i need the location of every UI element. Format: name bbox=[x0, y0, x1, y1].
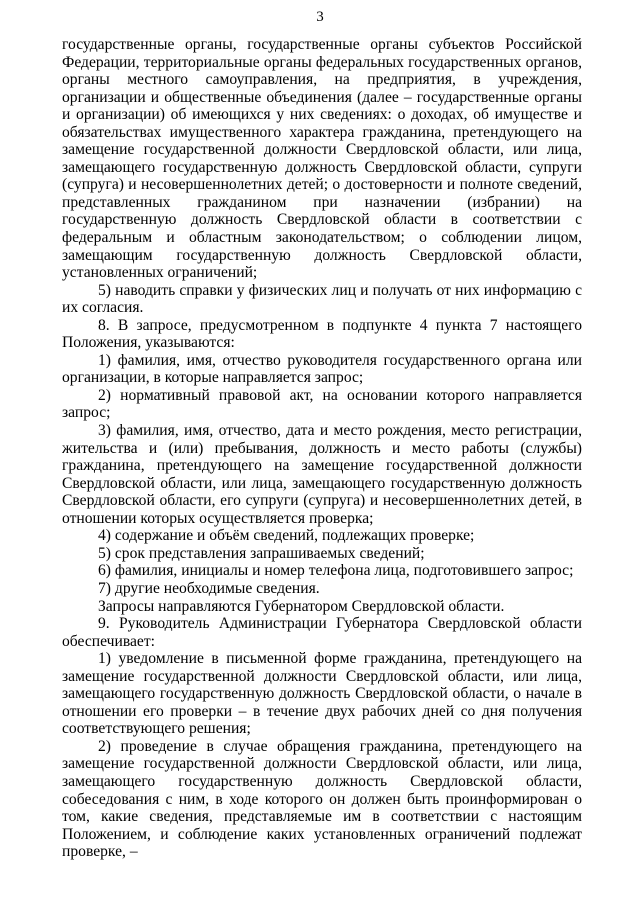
paragraph: 2) проведение в случае обращения гражданина, претендующего на замещение государственной должности Свердловской области, или лица, замещающего государственную должность Свердловской области, собеседования с ним, в ходе которого он должен быть проинформирован о том, какие сведения, представляемые им в соответствии с настоящим Положением, и соблюдение каких установленных ограничений подлежат проверке, – bbox=[62, 737, 582, 861]
paragraph: Запросы направляются Губернатором Свердловской области. bbox=[98, 597, 505, 615]
paragraph: 2) нормативный правовой акт, на основании которого направляется запрос; bbox=[62, 386, 582, 422]
document-body bbox=[62, 36, 582, 861]
paragraph: 8. В запросе, предусмотренном в подпункте 4 пункта 7 настоящего Положения, указываются: bbox=[62, 316, 582, 352]
paragraph: 1) фамилия, имя, отчество руководителя государственного органа или организации, в которые направляется запрос; bbox=[62, 351, 582, 387]
paragraph: 6) фамилия, инициалы и номер телефона лица, подготовившего запрос; bbox=[98, 562, 574, 580]
paragraph: 7) другие необходимые сведения. bbox=[98, 579, 320, 597]
paragraph: 5) наводить справки у физических лиц и получать от них информацию с их согласия. bbox=[62, 281, 582, 317]
page-number: 3 bbox=[316, 9, 324, 25]
paragraph: 1) уведомление в письменной форме гражданина, претендующего на замещение государственной должности Свердловской области, или лица, замещающего государственную должность Свердловской области, о начале в отношении его проверки – в течение двух рабочих дней со дня получения соответствующего решения; bbox=[62, 650, 582, 738]
paragraph: государственные органы, государственные органы субъектов Российской Федерации, территориальные органы федеральных государственных органов, органы местного самоуправления, на предприятия, в учреждения, организации и общественные объединения (далее – государственные органы и организации) об имеющихся у них сведениях: о доходах, об имуществе и обязательствах имущественного характера гражданина, претендующего на замещение государственной должности Свердловской области, или лица, замещающего государственную должность Свердловской области, супруги (супруга) и несовершеннолетних детей; о достоверности и полноте сведений, представленных гражданином при назначении (избрании) на государственную должность Свердловской области в соответствии с федеральным и областным законодательством; о соблюдении лицом, замещающим государственную должность Свердловской области, установленных ограничений; bbox=[62, 36, 582, 282]
paragraph: 9. Руководитель Администрации Губернатора Свердловской области обеспечивает: bbox=[62, 615, 582, 650]
paragraph: 5) срок представления запрашиваемых сведений; bbox=[98, 544, 425, 562]
paragraph: 4) содержание и объём сведений, подлежащих проверке; bbox=[98, 527, 475, 545]
paragraph: 3) фамилия, имя, отчество, дата и место рождения, место регистрации, жительства и (или) пребывания, должность и место работы (службы) гражданина, претендующего на замещение государственной должности Свердловской области, или лица, замещающего государственную должность Свердловской области, его супруги (супруга) и несовершеннолетних детей, в отношении которых осуществляется проверка; bbox=[62, 422, 582, 527]
